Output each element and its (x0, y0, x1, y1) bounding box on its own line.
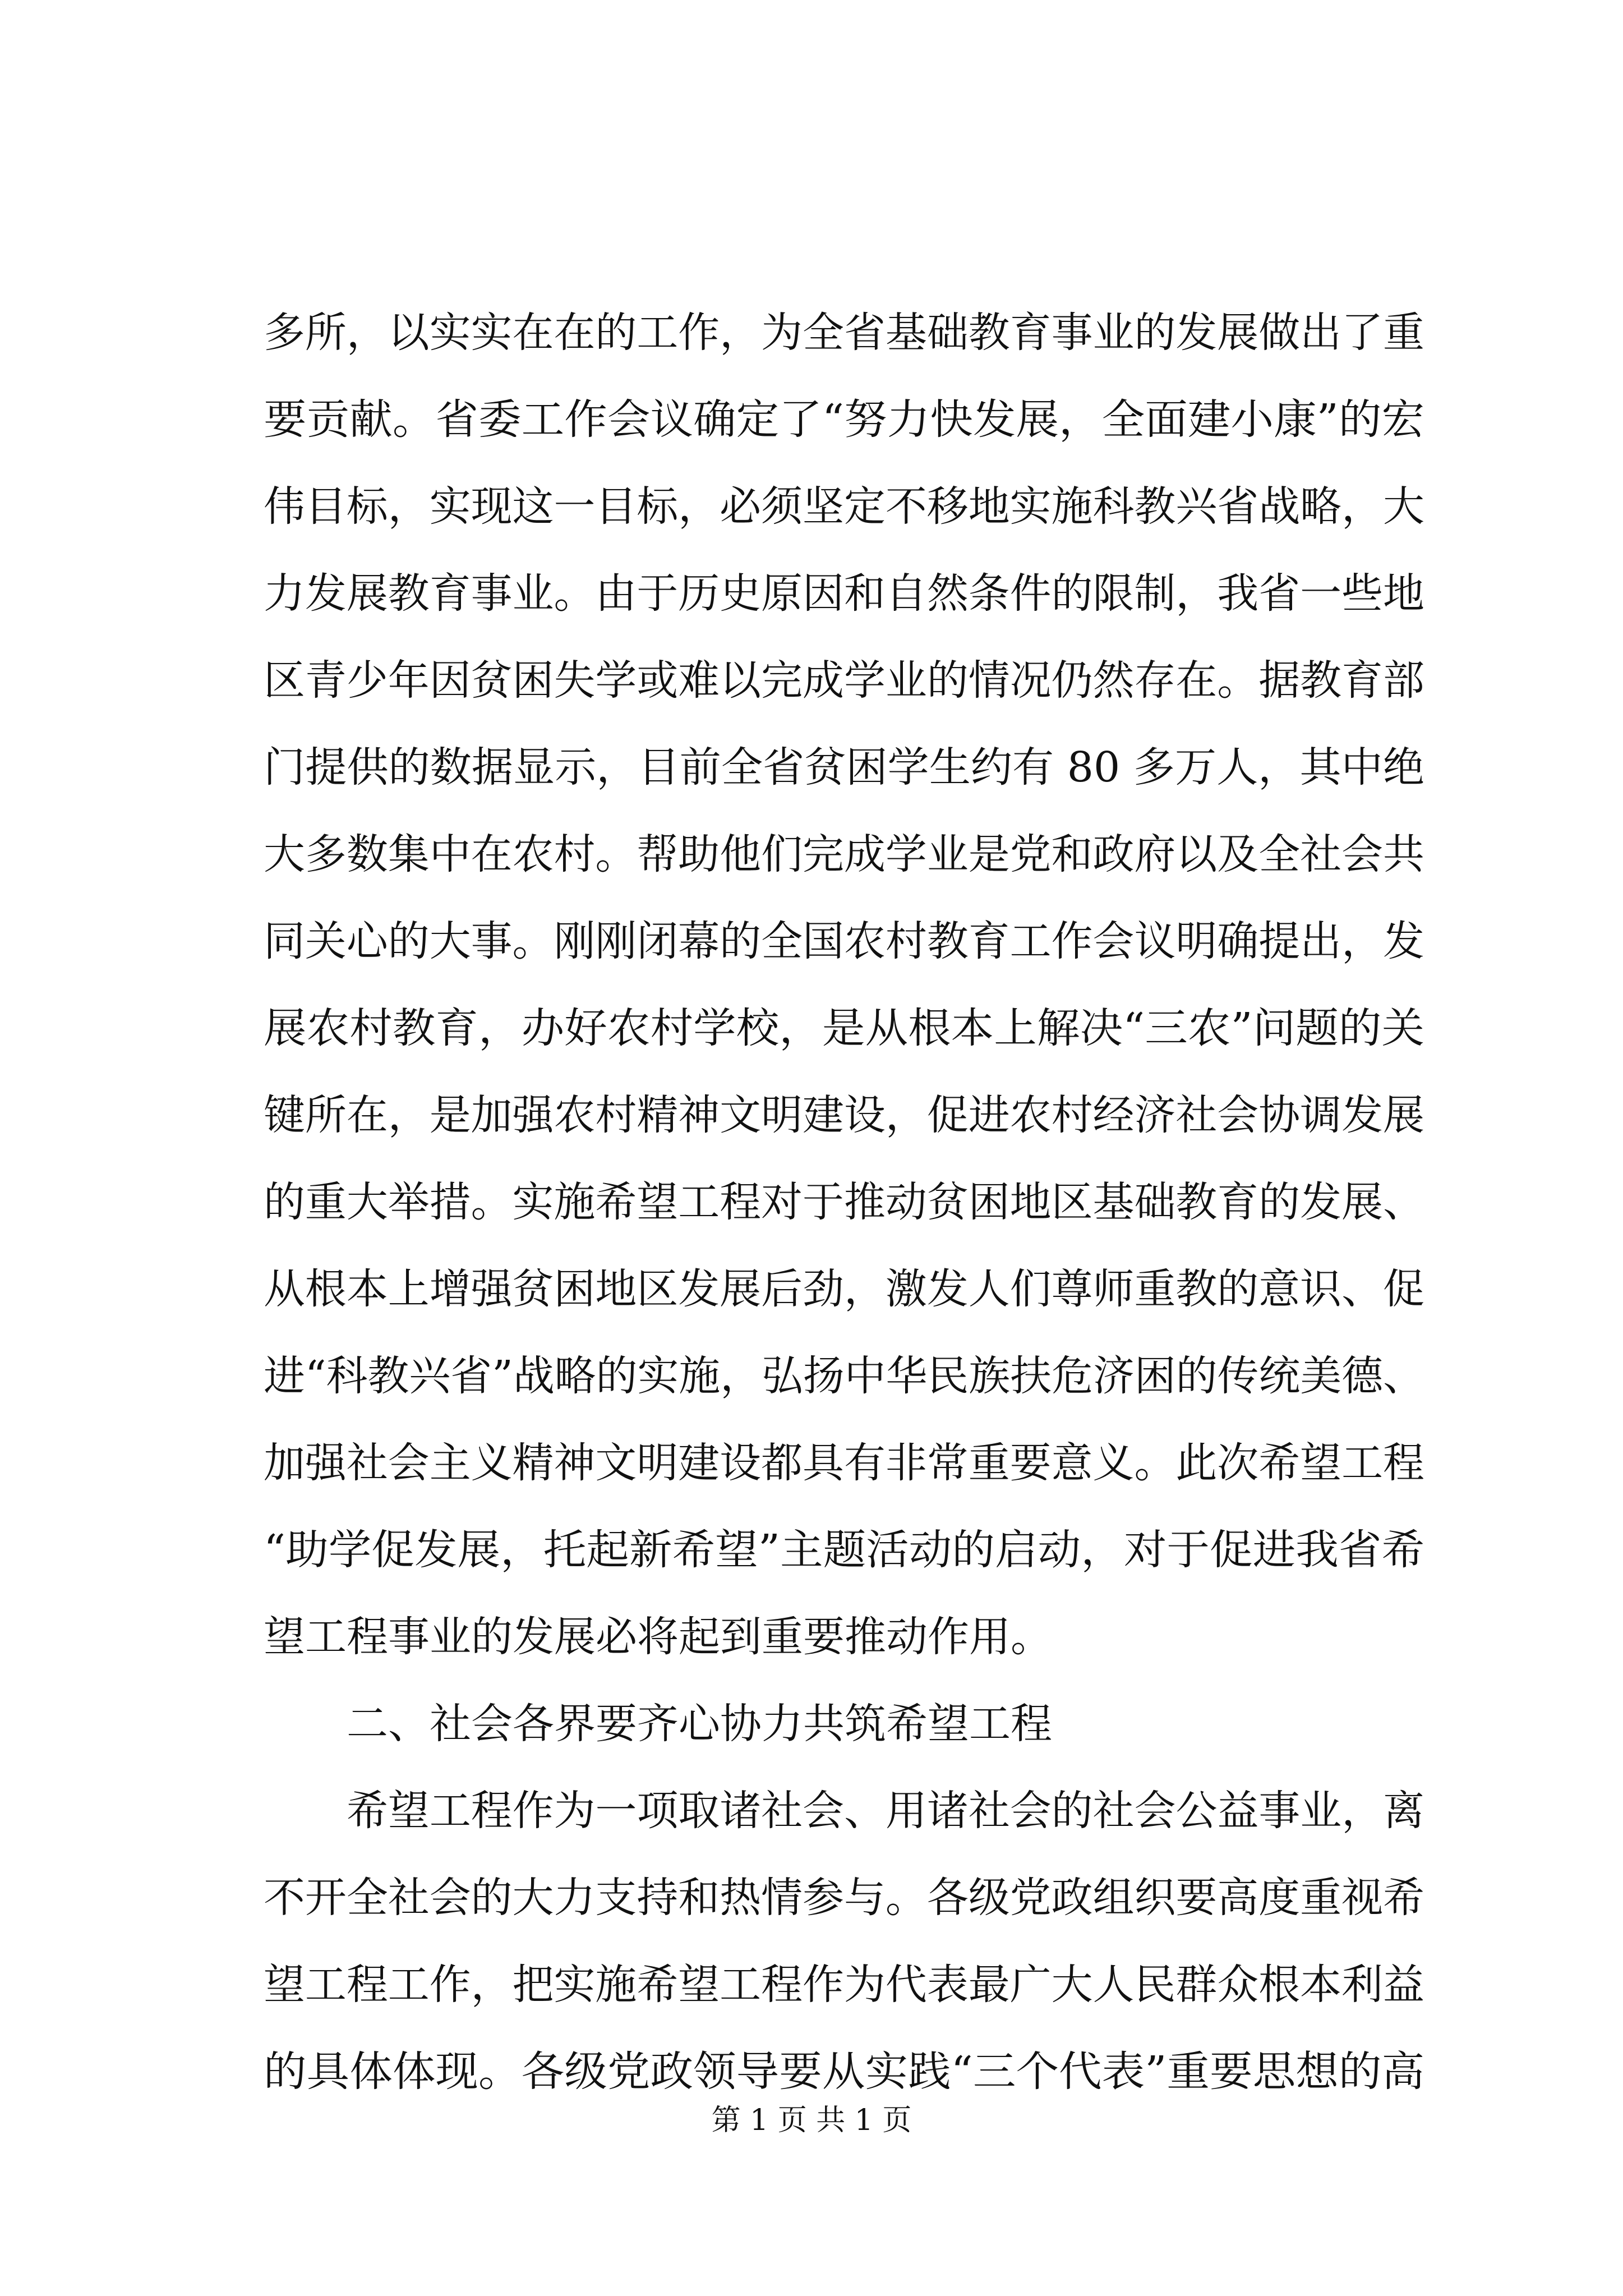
body-text (264, 306, 1424, 2132)
text-line-content: 同关心的大事。刚刚闭幕的全国农村教育工作会议明确提出，发 (264, 917, 1424, 965)
text-line (264, 1088, 1424, 1175)
text-line (264, 914, 1424, 1001)
text-line-content: 区青少年因贫困失学或难以完成学业的情况仍然存在。据教育部 (264, 656, 1424, 705)
text-line (264, 1001, 1424, 1088)
text-line-content: 从根本上增强贫困地区发展后劲，激发人们尊师重教的意识、促 (264, 1265, 1424, 1313)
text-line (264, 1262, 1424, 1349)
text-line (264, 393, 1424, 480)
text-line-content: 多所，以实实在在的工作，为全省基础教育事业的发展做出了重 (264, 309, 1424, 357)
text-line-content: 大多数集中在农村。帮助他们完成学业是党和政府以及全社会共 (264, 830, 1424, 878)
section-heading: 二、社会各界要齐心协力共筑希望工程 (347, 1700, 1052, 1748)
page-footer (0, 2101, 1623, 2140)
text-line-content: 的重大举措。实施希望工程对于推动贫困地区基础教育的发展、 (264, 1178, 1424, 1226)
text-line-content: 键所在，是加强农村精神文明建设，促进农村经济社会协调发展 (264, 1091, 1424, 1139)
text-line-content: 不开全社会的大力支持和热情参与。各级党政组织要高度重视希 (264, 1874, 1424, 1922)
text-line (264, 827, 1424, 914)
text-line (264, 480, 1424, 567)
text-line-content: 望工程事业的发展必将起到重要推动作用。 (264, 1613, 1052, 1661)
text-line-content: 进“科教兴省”战略的实施，弘扬中华民族扶危济困的传统美德、 (264, 1352, 1424, 1400)
text-line (264, 1175, 1424, 1262)
text-line-content: 力发展教育事业。由于历史原因和自然条件的限制，我省一些地 (264, 569, 1424, 618)
text-line-content: 希望工程作为一项取诸社会、用诸社会的社会公益事业，离 (347, 1787, 1425, 1835)
text-line (264, 1958, 1424, 2045)
text-line (264, 306, 1424, 393)
text-line-content: 门提供的数据显示，目前全省贫困学生约有 80 多万人，其中绝 (264, 743, 1424, 792)
text-line (264, 654, 1424, 740)
paragraph-first-line (264, 1784, 1424, 1871)
section-heading-line (264, 1697, 1424, 1784)
text-line (264, 1349, 1424, 1436)
text-line-content: 加强社会主义精神文明建设都具有非常重要意义。此次希望工程 (264, 1439, 1424, 1487)
text-line (264, 1871, 1424, 1958)
text-line-content: 展农村教育，办好农村学校，是从根本上解决“三农”问题的关 (264, 1004, 1425, 1052)
text-line-content: 要贡献。省委工作会议确定了“努力快发展，全面建小康”的宏 (264, 395, 1425, 444)
page-number-label: 第 1 页 共 1 页 (711, 2104, 912, 2137)
text-line (264, 1523, 1424, 1610)
text-line-content: 的具体体现。各级党政领导要从实践“三个代表”重要思想的高 (264, 2047, 1425, 2096)
text-line (264, 1610, 1424, 1697)
text-line-content: “助学促发展，托起新希望”主题活动的启动，对于促进我省希 (264, 1526, 1425, 1574)
text-line (264, 567, 1424, 654)
text-line-content: 伟目标，实现这一目标，必须坚定不移地实施科教兴省战略，大 (264, 482, 1424, 531)
text-line (264, 740, 1424, 827)
text-line-content: 望工程工作，把实施希望工程作为代表最广大人民群众根本利益 (264, 1961, 1424, 2009)
text-line (264, 1436, 1424, 1523)
